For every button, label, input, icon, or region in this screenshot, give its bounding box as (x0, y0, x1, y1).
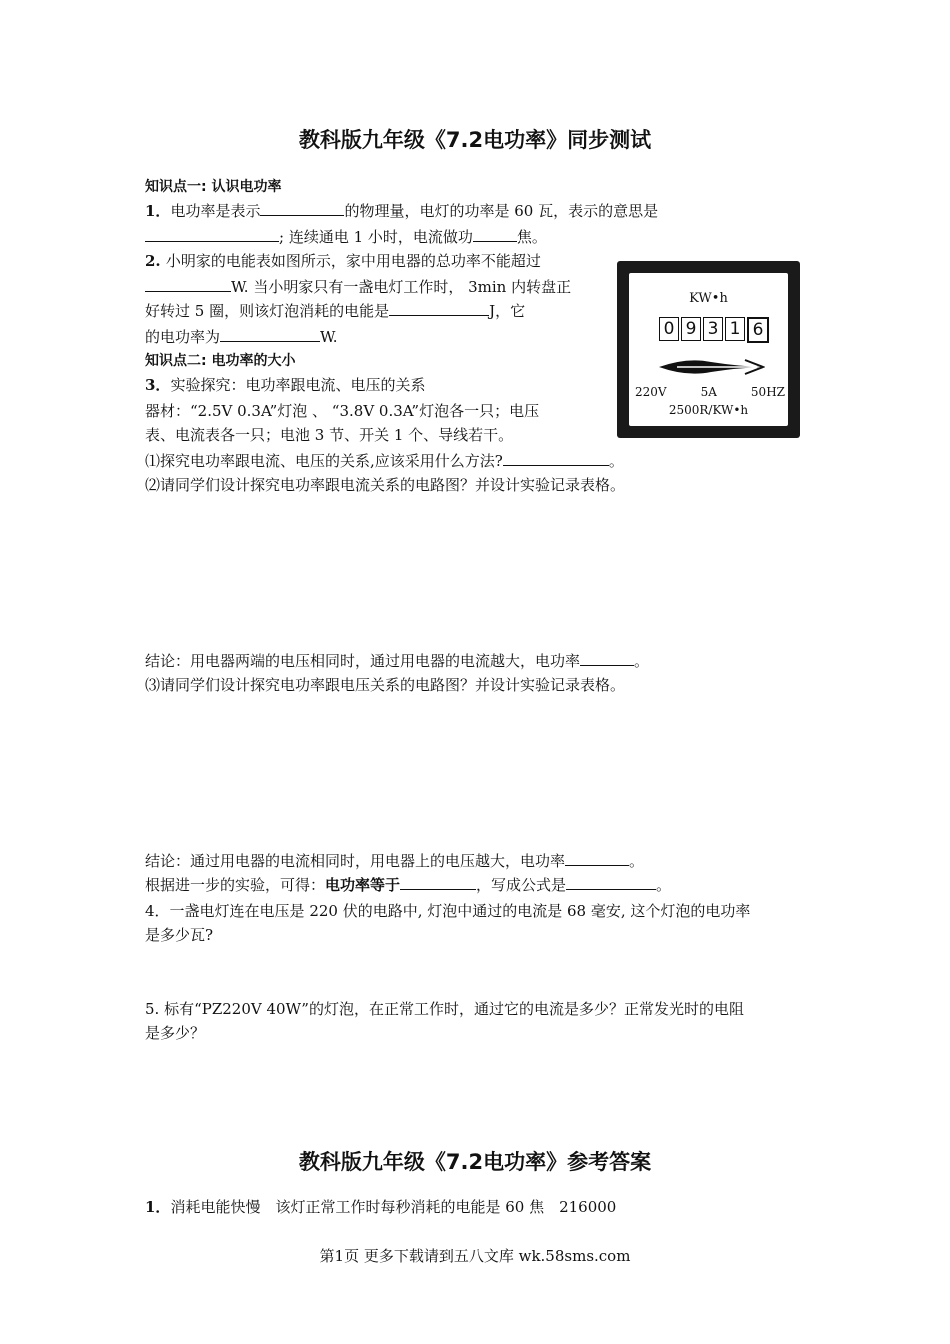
q3-materials-1: 器材：“2.5V 0.3A”灯泡 、 “3.8V 0.3A”灯泡各一只；电压 (145, 402, 540, 420)
q4-line2: 是多少瓦? (145, 926, 214, 944)
meter-frequency: 50HZ (750, 385, 785, 399)
q1-text-c: ; 连续通电 1 小时，电流做功 (279, 228, 473, 246)
q3-formula-bold: 电功率等于 (325, 876, 401, 894)
q2-text-d: J，它 (489, 302, 526, 320)
q3-part2: ⑵请同学们设计探究电功率跟电流关系的电路图？并设计实验记录表格。 (145, 476, 626, 494)
answer-1 (145, 1196, 616, 1218)
q2-blank-1[interactable] (145, 276, 231, 292)
q2-line2 (145, 276, 571, 298)
meter-face (629, 273, 788, 426)
q2-blank-3[interactable] (220, 326, 320, 342)
q3-part1-text: ⑴探究电功率跟电流、电压的关系,应该采用什么方法? (145, 452, 503, 470)
q3-blank-method[interactable] (503, 450, 609, 466)
q1-number: 1． (145, 202, 171, 220)
q3-blank-c1[interactable] (580, 650, 634, 666)
meter-digit: 0 (659, 317, 679, 341)
page-footer: 第1页 更多下载请到五八文库 wk.58sms.com (319, 1247, 631, 1265)
section-heading-1: 知识点一: 认识电功率 (145, 179, 282, 195)
q3-formula (145, 874, 671, 896)
q3-formula-text-2: ，写成公式是 (476, 876, 567, 894)
page-title: 教科版九年级《7.2电功率》同步测试 (298, 128, 652, 152)
q3-blank-c2[interactable] (565, 850, 629, 866)
meter-digit: 3 (703, 317, 723, 341)
q2-text-e: 的电功率为 (145, 328, 221, 346)
q3-materials-2: 表、电流表各一只；电池 3 节、开关 1 个、导线若干。 (145, 426, 514, 444)
q3-conclusion-2-end: 。 (629, 852, 645, 870)
q1-blank-1[interactable] (260, 200, 344, 216)
q2-text-f: W. (320, 328, 338, 346)
q2-line1 (145, 250, 541, 272)
q2-line3 (145, 300, 525, 322)
q3-blank-formula[interactable] (566, 874, 656, 890)
q3-part1 (145, 450, 624, 472)
q3-conclusion-1-text: 结论：用电器两端的电压相同时，通过用电器的电流越大，电功率 (145, 652, 581, 670)
meter-voltage: 220V (635, 385, 667, 399)
q1-text-a: 电功率是表示 (170, 202, 261, 220)
answer-1-number: 1． (145, 1198, 171, 1216)
q1-blank-3[interactable] (473, 226, 517, 242)
meter-digit: 9 (681, 317, 701, 341)
q3-conclusion-2-text: 结论：通过用电器的电流相同时，用电器上的电压越大，电功率 (145, 852, 566, 870)
meter-specs (635, 385, 785, 399)
q3-intro (145, 374, 425, 396)
q2-number: 2. (145, 252, 166, 270)
meter-disc-icon (657, 356, 765, 378)
q3-blank-def[interactable] (400, 874, 476, 890)
q2-text-b: W. 当小明家只有一盏电灯工作时， 3min 内转盘正 (231, 278, 572, 296)
q1-line1 (145, 200, 658, 222)
q4-line1: 4．一盏电灯连在电压是 220 伏的电路中, 灯泡中通过的电流是 68 毫安, 这个灯泡的电功率 (145, 902, 751, 920)
q5-line1: 5. 标有“PZ220V 40W”的灯泡，在正常工作时，通过它的电流是多少？正常发光时的电阻 (145, 1000, 744, 1018)
meter-digit-decimal: 6 (747, 317, 769, 343)
q3-formula-end: 。 (656, 876, 672, 894)
q1-text-d: 焦。 (516, 228, 547, 246)
q3-part3: ⑶请同学们设计探究电功率跟电压关系的电路图？并设计实验记录表格。 (145, 676, 626, 694)
q5-line2: 是多少？ (145, 1024, 206, 1042)
meter-rate: 2500R/KW•h (668, 403, 749, 417)
answer-1-text: 消耗电能快慢 该灯正常工作时每秒消耗的电能是 60 焦 216000 (170, 1198, 617, 1216)
meter-unit: KW•h (689, 291, 728, 306)
q2-blank-2[interactable] (389, 300, 489, 316)
meter-current: 5A (700, 385, 717, 399)
q3-conclusion-1-end: 。 (634, 652, 650, 670)
q2-line4 (145, 326, 338, 348)
q2-text-a: 小明家的电能表如图所示，家中用电器的总功率不能超过 (165, 252, 541, 270)
q3-part1-end: 。 (608, 452, 624, 470)
section-heading-2: 知识点二: 电功率的大小 (145, 353, 296, 369)
q3-formula-text: 根据进一步的实验，可得： (145, 876, 326, 894)
meter-digit: 1 (725, 317, 745, 341)
q3-conclusion-1 (145, 650, 649, 672)
electric-meter-figure (617, 261, 800, 438)
q1-text-b: 的物理量，电灯的功率是 60 瓦，表示的意思是 (344, 202, 659, 220)
q3-conclusion-2 (145, 850, 644, 872)
answer-title: 教科版九年级《7.2电功率》参考答案 (298, 1150, 652, 1174)
q2-text-c: 好转过 5 圈，则该灯泡消耗的电能是 (145, 302, 390, 320)
q3-intro-text: 实验探究：电功率跟电流、电压的关系 (170, 376, 426, 394)
meter-digits (659, 317, 771, 343)
q1-blank-2[interactable] (145, 226, 279, 242)
q3-number: 3． (145, 376, 171, 394)
q1-line2 (145, 226, 547, 248)
